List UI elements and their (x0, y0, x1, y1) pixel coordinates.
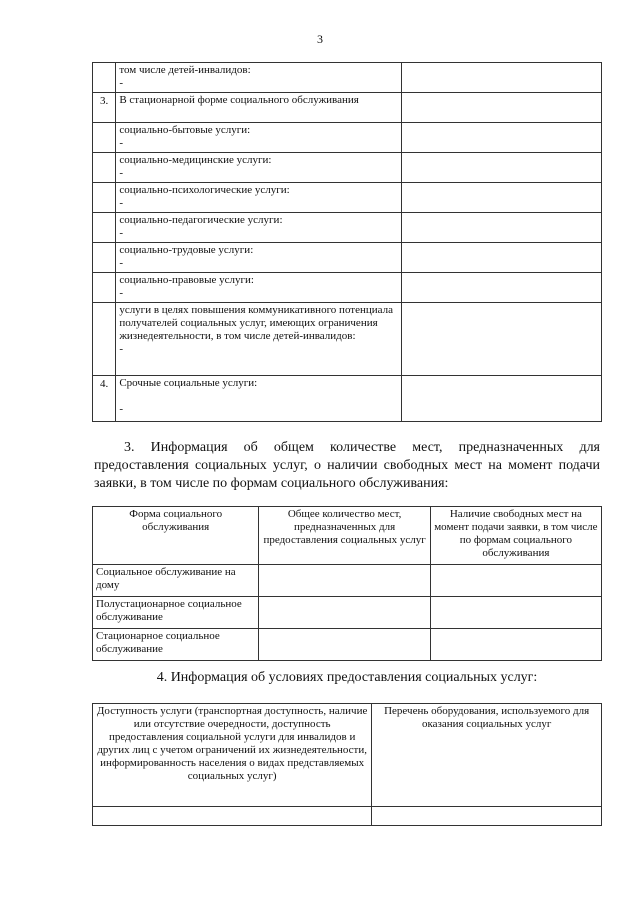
service-value: - (119, 137, 123, 149)
service-cell (116, 376, 402, 422)
service-label: социально-бытовые услуги: (119, 124, 251, 136)
conditions-table (92, 703, 602, 826)
service-label: социально-трудовые услуги: (119, 244, 254, 256)
service-label: услуги в целях повышения коммуникативного потенциала получателей социальных услуг, имеющих ограничения жизнедеятельности, в том числе детей-инвалидов: (119, 304, 394, 342)
empty-cell (402, 273, 602, 303)
header-accessibility: Доступность услуги (транспортная доступность, наличие или отсутствие очередности, доступность предоставления социальной услуги для инвалидов и других лиц с учетом ограничений их жизнедеятельности, информированность населения о видах представляемых социальных услуг) (93, 704, 372, 807)
empty-cell (259, 629, 430, 661)
empty-cell (402, 213, 602, 243)
service-value: - (119, 167, 123, 179)
service-cell (116, 63, 402, 93)
service-label: социально-психологические услуги: (119, 184, 290, 196)
header-total-places: Общее количество мест, предназначенных для предоставления социальных услуг (259, 507, 430, 565)
table-row (93, 376, 602, 422)
section-4-text: 4. Информация об условиях предоставления социальных услуг: (156, 670, 538, 685)
row-number: 4. (93, 376, 116, 422)
form-name: Полустационарное социальное обслуживание (93, 597, 259, 629)
service-value: - (119, 257, 123, 269)
table-row (93, 93, 602, 123)
empty-cell (402, 93, 602, 123)
service-cell (116, 213, 402, 243)
service-value: - (119, 227, 123, 239)
service-cell (116, 153, 402, 183)
section-3-text: 3. Информация об общем количестве мест, предназначенных для предоставления социальных услуг, о наличии свободных мест на момент подачи заявки, в том числе по формам социального обслуживания: (94, 440, 600, 491)
empty-cell (372, 807, 602, 826)
places-table (92, 506, 602, 661)
table-row (93, 63, 602, 93)
service-cell (116, 273, 402, 303)
service-cell (116, 183, 402, 213)
empty-cell (402, 376, 602, 422)
table-row (93, 243, 602, 273)
table-row (93, 153, 602, 183)
table-row (93, 123, 602, 153)
service-value: - (119, 197, 123, 209)
services-table (92, 62, 602, 422)
service-label: социально-медицинские услуги: (119, 154, 272, 166)
empty-cell (402, 123, 602, 153)
table-row (93, 807, 602, 826)
service-label: Срочные социальные услуги: (119, 377, 258, 389)
empty-cell (430, 597, 601, 629)
service-cell (116, 93, 402, 123)
page-number: 3 (317, 32, 323, 46)
table-row (93, 183, 602, 213)
row-number (93, 63, 116, 93)
row-number (93, 243, 116, 273)
empty-cell (93, 807, 372, 826)
service-value: - (119, 343, 123, 355)
row-number (93, 303, 116, 376)
header-equipment: Перечень оборудования, используемого для оказания социальных услуг (372, 704, 602, 807)
table-row (93, 565, 602, 597)
table-row (93, 303, 602, 376)
row-number: 3. (93, 93, 116, 123)
table-row (93, 273, 602, 303)
empty-cell (402, 63, 602, 93)
service-cell (116, 303, 402, 376)
empty-cell (402, 303, 602, 376)
service-cell (116, 123, 402, 153)
header-form: Форма социального обслуживания (93, 507, 259, 565)
form-name: Социальное обслуживание на дому (93, 565, 259, 597)
empty-cell (402, 183, 602, 213)
table-row (93, 213, 602, 243)
table-row (93, 597, 602, 629)
empty-cell (259, 597, 430, 629)
header-free-places: Наличие свободных мест на момент подачи заявки, в том числе по формам социального обслуживания (430, 507, 601, 565)
table-header-row (93, 507, 602, 565)
empty-cell (430, 565, 601, 597)
service-label: том числе детей-инвалидов: (119, 64, 251, 76)
row-number (93, 123, 116, 153)
service-label: социально-педагогические услуги: (119, 214, 283, 226)
service-label: социально-правовые услуги: (119, 274, 254, 286)
service-value: - (119, 77, 123, 89)
service-value: - (119, 403, 123, 415)
service-value: - (119, 287, 123, 299)
empty-cell (402, 243, 602, 273)
service-cell (116, 243, 402, 273)
row-number (93, 213, 116, 243)
table-header-row (93, 704, 602, 807)
row-number (93, 153, 116, 183)
table-row (93, 629, 602, 661)
form-name: Стационарное социальное обслуживание (93, 629, 259, 661)
row-number (93, 183, 116, 213)
row-number (93, 273, 116, 303)
empty-cell (402, 153, 602, 183)
empty-cell (430, 629, 601, 661)
empty-cell (259, 565, 430, 597)
service-label: В стационарной форме социального обслуживания (119, 94, 359, 106)
